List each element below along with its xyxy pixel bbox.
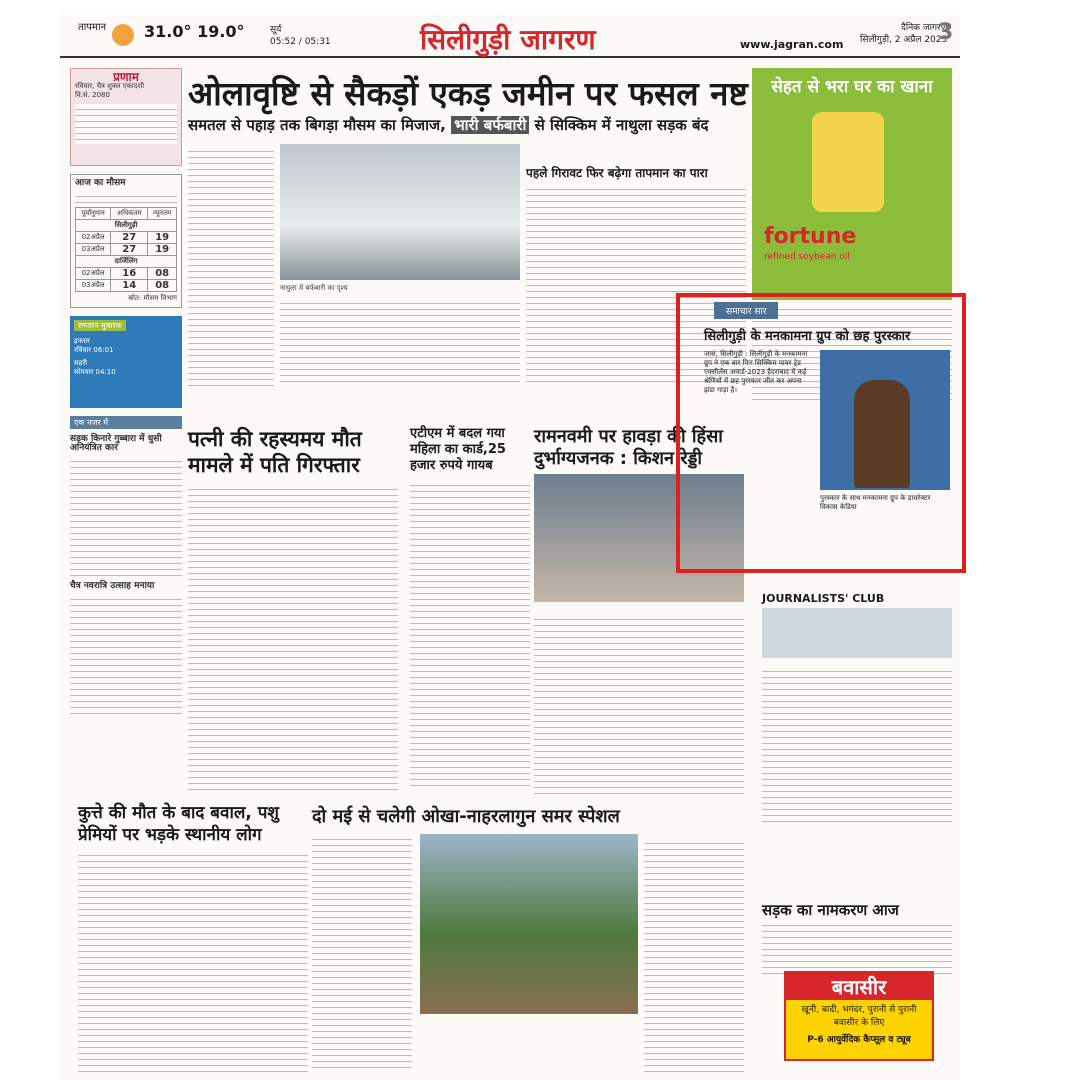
dog-death-headline: कुत्ते की मौत के बाद बवाल, पशु प्रेमियों पर भड़के स्थानीय लोग — [78, 803, 279, 845]
paper-name: दैनिक जागरण — [901, 23, 948, 33]
fortune-ad[interactable] — [752, 68, 952, 300]
main-headline: ओलावृष्टि से सैकड़ों एकड़ जमीन पर फसल नष्ट — [188, 74, 748, 113]
dateline — [860, 22, 947, 46]
person-figure — [854, 380, 910, 488]
atm-headline: एटीएम में बदल गया महिला का कार्ड,25 हजार रुपये गायब — [410, 426, 506, 473]
page-number: 3 — [938, 20, 954, 45]
sunset-time: 05:31 — [304, 37, 331, 47]
wife-death-headline: पत्नी की रहस्यमय मौत मामले में पति गिरफ्तार — [188, 427, 362, 477]
oil-can-illustration — [812, 112, 884, 212]
ramzan-box — [70, 316, 182, 408]
snow-photo — [280, 144, 520, 280]
samachar-caption: पुरस्कार के साथ मनकामना ग्रुप के डायरेक्टर विकास केडिया — [820, 494, 931, 511]
sun-icon — [112, 24, 134, 46]
journalists-photo — [762, 608, 952, 658]
samachar-label: समाचार सार — [714, 302, 778, 319]
main-story-col2 — [280, 298, 520, 386]
pranam-title: प्रणाम — [113, 70, 139, 84]
main-subhead: समतल से पहाड़ तक बिगड़ा मौसम का मिजाज, भारी बर्फबारी से सिक्किम में नाथुला सड़क बंद — [188, 116, 709, 134]
award-photo — [820, 350, 950, 490]
main-story-col1 — [188, 146, 274, 386]
sun-times: सूर्य 05:52 / 05:31 — [270, 25, 331, 47]
train-photo — [420, 834, 638, 1014]
sun-label: सूर्य — [270, 25, 282, 35]
pranam-text — [75, 104, 177, 144]
ram-navami-story — [534, 614, 744, 794]
brief-text-1 — [70, 456, 182, 576]
ramzan-title: रमजान मुबारक — [74, 320, 126, 331]
wife-death-story — [188, 484, 398, 794]
temp-max: 31.0° — [144, 22, 192, 41]
ad-brand: fortune — [764, 224, 857, 249]
weather-box — [70, 174, 182, 308]
newspaper-logo: सिलीगुड़ी जागरण — [420, 23, 596, 56]
side-headline: पहले गिरावट फिर बढ़ेगा तापमान का पारा — [526, 166, 708, 180]
iftar-time: रविवार 06:01 — [74, 346, 114, 354]
train-story — [312, 834, 412, 1072]
temperature-readout — [144, 22, 245, 41]
banner-sub: खूनी, बादी, भगंदर, पुरानी से पुरानी बवासीर के लिए — [801, 1005, 917, 1028]
weather-source: स्रोत: मौसम विभाग — [128, 294, 177, 302]
brief-headline-1: सड़क किनारे गुब्बारा में धुसी अनियंत्रित कार — [70, 434, 162, 453]
ad-tagline: सेहत से भरा घर का खाना — [771, 77, 933, 97]
pranam-box — [70, 68, 182, 166]
journalists-story — [762, 666, 952, 826]
samachar-body: जासं, सिलीगुड़ी : सिलीगुड़ी के मनकामना ग्रुप ने एक बार फिर सिक्किम पावर ट्रेड एक्सीलेंस अवार्ड-2023 हैदराबाद में कई श्रेणियों में छह पुरस्कार जीत कर अपना झंडा गाड़ा है। — [704, 350, 808, 394]
sehri-label: सहरी — [74, 359, 88, 367]
train-headline: दो मई से चलेगी ओखा-नाहरलागुन समर स्पेशल — [312, 806, 620, 827]
pranam-year: वि.सं. 2080 — [75, 91, 110, 99]
train-sidebar — [644, 838, 744, 1072]
road-naming-story — [762, 920, 952, 978]
date-text: सिलीगुड़ी, 2 अप्रैल 2023 — [860, 35, 948, 45]
dog-death-story — [78, 850, 308, 1072]
ram-navami-headline: रामनवमी पर हावड़ा की हिंसा दुर्भाग्यजनक : किशन रेड्डी — [534, 426, 723, 469]
samachar-headline: सिलीगुड़ी के मनकामना ग्रुप को छह पुरस्कार — [704, 329, 911, 344]
ad-sub: refined soybean oil — [764, 252, 850, 262]
sunrise-time: 05:52 — [270, 37, 296, 47]
brief-text-2 — [70, 594, 182, 714]
left-column — [70, 68, 182, 714]
ek-nazar-label: एक नजर में — [70, 416, 182, 429]
pranam-date: रविवार, चैत्र शुक्ल एकादशी — [75, 82, 145, 90]
journalists-club-banner: JOURNALISTS' CLUB — [762, 592, 885, 605]
bawaseer-ad[interactable] — [784, 971, 934, 1061]
masthead — [60, 14, 960, 58]
weather-label: तापमान — [78, 22, 107, 33]
atm-story — [410, 480, 530, 790]
banner-title: बवासीर — [786, 973, 932, 1000]
weather-head: आज का मौसम — [75, 178, 126, 188]
website-link[interactable]: www.jagran.com — [740, 38, 844, 51]
banner-product: P-6 आयुर्वेदिक कैप्सूल व ट्यूब — [807, 1035, 911, 1045]
weather-intro — [75, 191, 177, 207]
temp-min: 19.0° — [197, 22, 245, 41]
road-naming-headline: सड़क का नामकरण आज — [762, 901, 899, 919]
photo-caption: नाथुला में बर्फबारी का दृश्य — [280, 284, 348, 292]
weather-table: पूर्वानुमान अधिकतम न्यूनतम सिलीगुड़ी 02अप्रैल 27 19 03अप्रैल 27 19 दार्जिलिंग 02अप्रैल 16 08 03अप्रैल 14 08 — [75, 207, 177, 292]
iftar-label: इफ्तार — [74, 337, 90, 345]
sehri-time: सोमवार 04:10 — [74, 368, 116, 376]
brief-headline-2: चैत्र नवरात्रि उत्साह मनाया — [70, 581, 155, 591]
